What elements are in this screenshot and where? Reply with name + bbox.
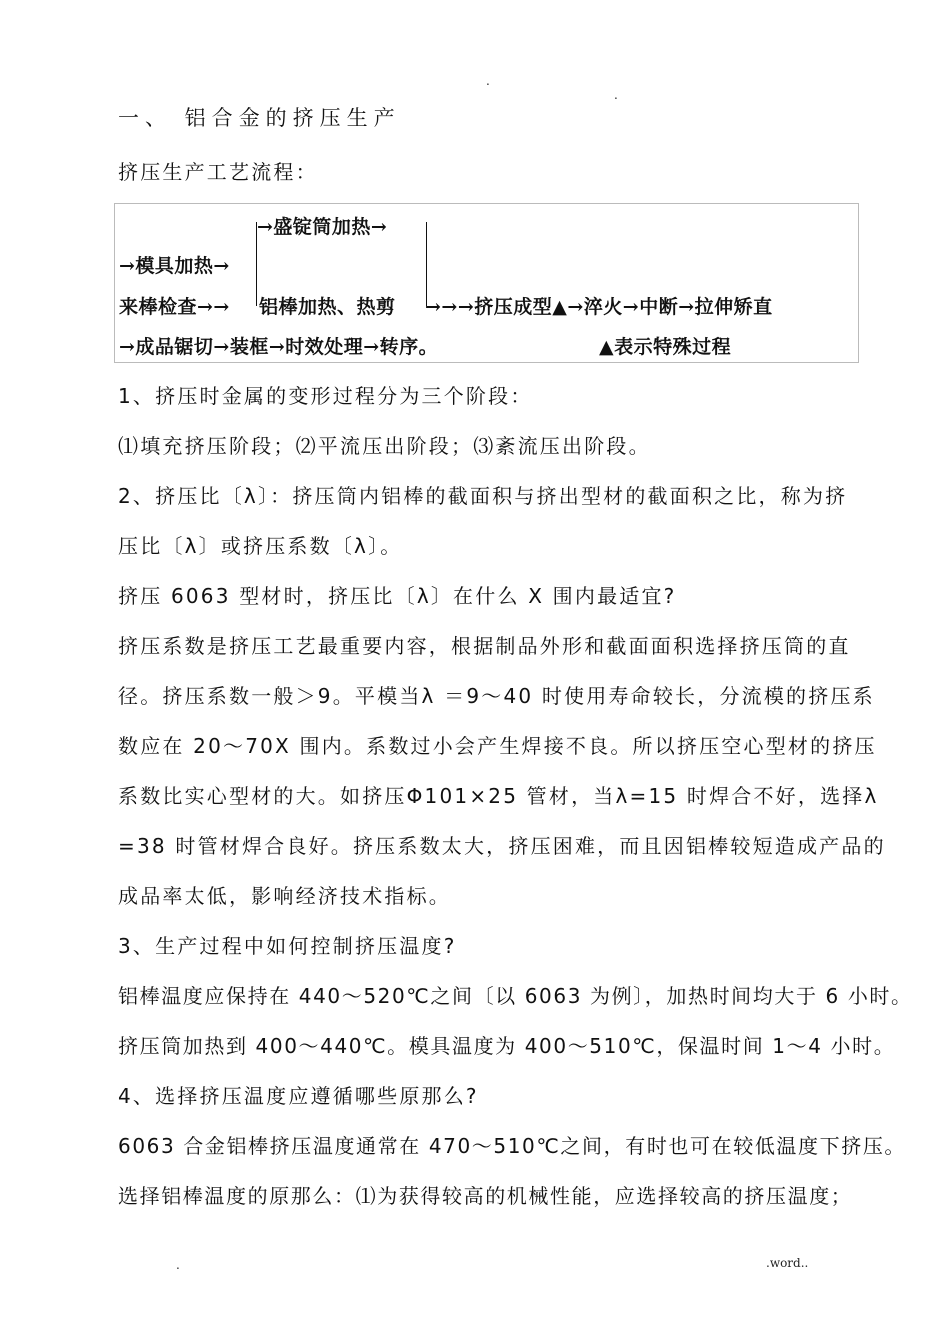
paragraph-line: 数应在 20～70X 围内。系数过小会产生焊接不良。所以挤压空心型材的挤压 — [118, 734, 877, 758]
flow-row-bottom: →成品锯切→装框→时效处理→转序。 — [119, 336, 439, 358]
flow-row-top: →盛锭筒加热→ — [257, 216, 388, 238]
header-dot-right: . — [614, 88, 618, 102]
process-flowchart — [114, 203, 859, 363]
flow-row-main-end: →→→挤压成型▲→淬火→中断→拉伸矫直 — [425, 296, 773, 318]
footer-left-dot: . — [176, 1258, 180, 1272]
paragraph-line: 挤压筒加热到 400～440℃。模具温度为 400～510℃，保温时间 1～4 小时。 — [118, 1034, 896, 1058]
header-dot: . — [486, 74, 490, 88]
footer-word-mark: .word.. — [766, 1256, 809, 1270]
flow-heading: 挤压生产工艺流程： — [118, 160, 318, 184]
section-title: 一、 铝合金的挤压生产 — [118, 106, 401, 130]
flow-row-main-start: 来棒检查→→ — [119, 296, 230, 318]
paragraph-line: 2、挤压比〔λ〕：挤压筒内铝棒的截面积与挤出型材的截面积之比，称为挤 — [118, 484, 848, 508]
paragraph-line: =38 时管材焊合良好。挤压系数太大，挤压困难，而且因铝棒较短造成产品的 — [118, 834, 886, 858]
paragraph-line: 挤压 6063 型材时，挤压比〔λ〕在什么 X 围内最适宜? — [118, 584, 677, 608]
paragraph-line: 1、挤压时金属的变形过程分为三个阶段： — [118, 384, 533, 408]
paragraph-line: 压比〔λ〕或挤压系数〔λ〕。 — [118, 534, 403, 558]
flow-bracket-left — [256, 222, 257, 306]
flow-row-main-mid: 铝棒加热、热剪 — [259, 296, 396, 318]
paragraph-line: 选择铝棒温度的原那么：⑴为获得较高的机械性能，应选择较高的挤压温度； — [118, 1184, 853, 1208]
flow-row-mold: →模具加热→ — [119, 255, 230, 277]
paragraph-line: 铝棒温度应保持在 440～520℃之间〔以 6063 为例〕，加热时间均大于 6 小时。 — [118, 984, 913, 1008]
paragraph-line: 系数比实心型材的大。如挤压Φ101×25 管材，当λ=15 时焊合不好，选择λ — [118, 784, 879, 808]
paragraph-line: 成品率太低，影响经济技术指标。 — [118, 884, 451, 908]
flow-bracket-right — [426, 222, 427, 306]
paragraph-line: 4、选择挤压温度应遵循哪些原那么? — [118, 1084, 479, 1108]
paragraph-line: ⑴填充挤压阶段；⑵平流压出阶段；⑶紊流压出阶段。 — [118, 434, 651, 458]
paragraph-line: 径。挤压系数一般＞9。平模当λ ＝9～40 时使用寿命较长，分流模的挤压系 — [118, 684, 875, 708]
flow-legend: ▲表示特殊过程 — [599, 336, 732, 358]
paragraph-line: 挤压系数是挤压工艺最重要内容，根据制品外形和截面面积选择挤压筒的直 — [118, 634, 851, 658]
paragraph-line: 6063 合金铝棒挤压温度通常在 470～510℃之间，有时也可在较低温度下挤压。 — [118, 1134, 907, 1158]
paragraph-line: 3、生产过程中如何控制挤压温度? — [118, 934, 457, 958]
